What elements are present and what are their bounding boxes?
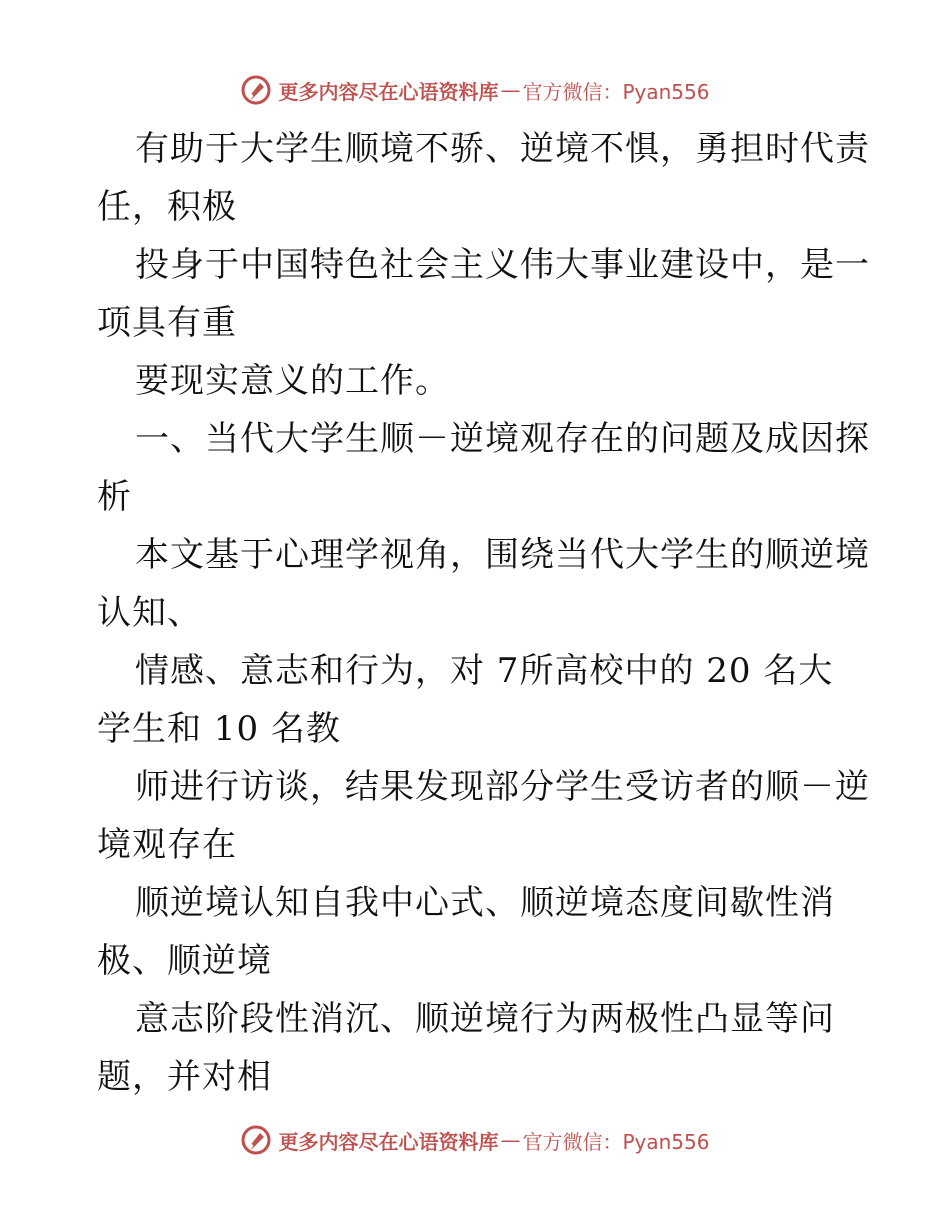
body-line: 题，并对相 [97,1057,272,1097]
body-line: 投身于中国特色社会主义伟大事业建设中，是一 [135,245,870,285]
body-line: 有助于大学生顺境不骄、逆境不惧，勇担时代责 [135,129,870,169]
body-line: 本文基于心理学视角，围绕当代大学生的顺逆境 [135,535,870,575]
footer-wechat-id: 官方微信：Pyan556 [522,1129,710,1154]
pen-nib-logo-icon [240,74,272,106]
header-site-name: 更多内容尽在心语资料库 [278,79,499,104]
header-wechat-id: 官方微信：Pyan556 [522,79,710,104]
body-line: 顺逆境认知自我中心式、顺逆境态度间歇性消 [135,883,835,923]
section-heading-cont: 析 [97,477,132,517]
footer-dash: — [500,1128,521,1152]
body-line: 项具有重 [97,303,237,343]
body-line: 意志阶段性消沉、顺逆境行为两极性凸显等问 [135,999,835,1039]
body-line: 任，积极 [97,187,237,227]
body-line: 认知、 [97,593,202,633]
header-dash: — [500,78,521,102]
pen-nib-logo-icon [240,1124,272,1156]
document-body [97,120,870,1106]
footer-banner [0,1120,950,1160]
body-line: 师进行访谈，结果发现部分学生受访者的顺－逆 [135,767,870,807]
body-line: 境观存在 [97,825,237,865]
header-banner [0,70,950,110]
body-line: 情感、意志和行为，对 7所高校中的 20 名大 [135,651,834,691]
body-line: 极、顺逆境 [97,941,272,981]
body-line: 学生和 10 名教 [97,709,341,749]
body-line: 要现实意义的工作。 [135,361,450,401]
section-heading: 一、当代大学生顺－逆境观存在的问题及成因探 [135,419,870,459]
footer-site-name: 更多内容尽在心语资料库 [278,1129,499,1154]
